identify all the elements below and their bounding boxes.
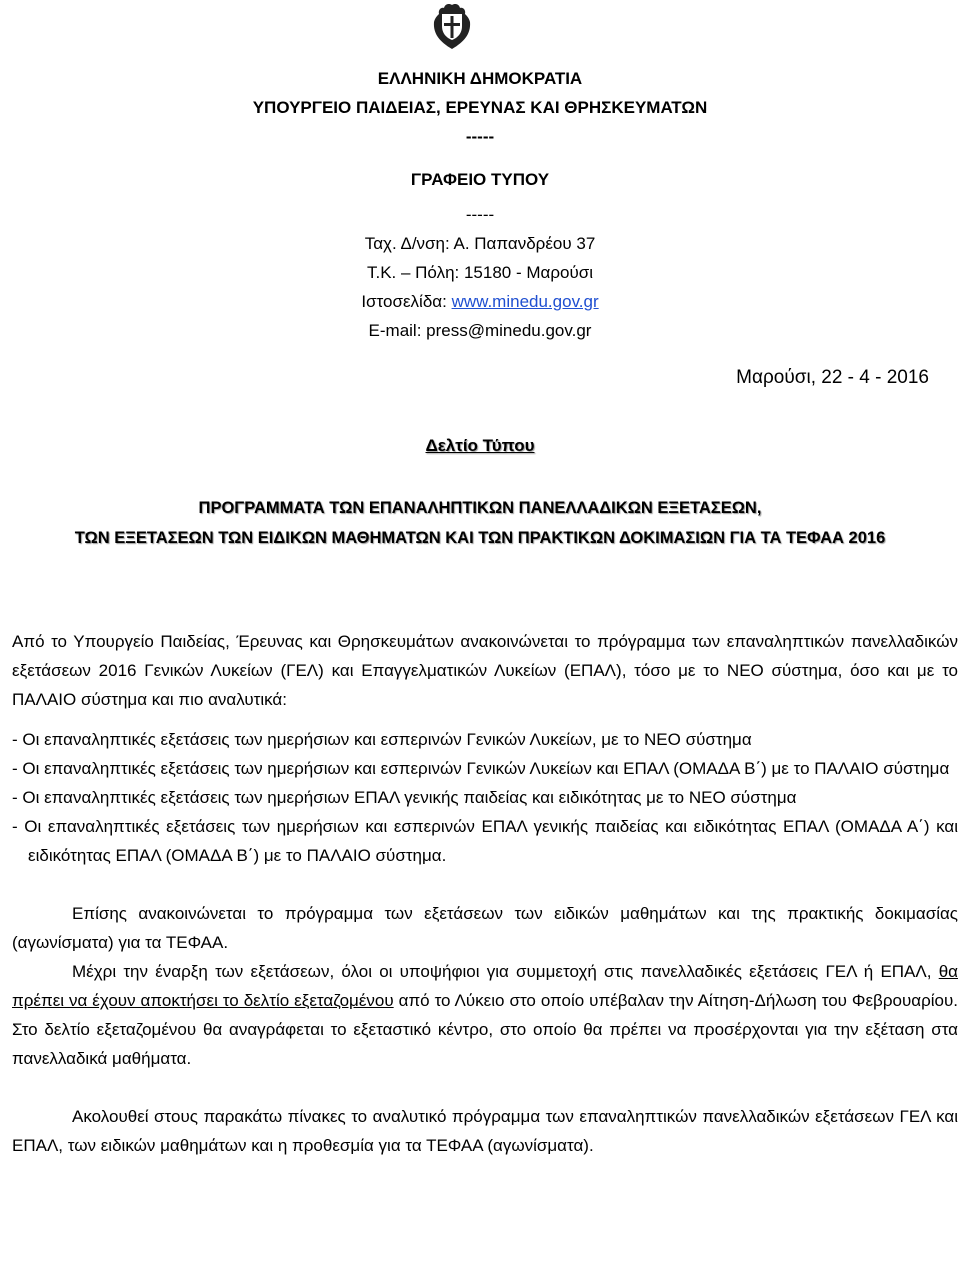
email-line: E-mail: press@minedu.gov.gr: [368, 321, 592, 340]
list-item: - Οι επαναληπτικές εξετάσεις των ημερήσιων ΕΠΑΛ γενικής παιδείας και ειδικότητας με το ΝΕΟ σύστημα: [12, 788, 797, 807]
exam-card-paragraph: [12, 957, 958, 1073]
postcode-city: Τ.Κ. – Πόλη: 15180 - Μαρούσι: [366, 263, 594, 282]
website-label: Ιστοσελίδα:: [361, 292, 452, 311]
ministry-name: ΥΠΟΥΡΓΕΙΟ ΠΑΙΔΕΙΑΣ, ΕΡΕΥΝΑΣ ΚΑΙ ΘΡΗΣΚΕΥΜΑΤΩΝ: [252, 98, 708, 117]
document-body: [12, 627, 958, 1160]
website-line: [50, 287, 910, 316]
special-exams-paragraph: Επίσης ανακοινώνεται το πρόγραμμα των εξετάσεων των ειδικών μαθημάτων και της πρακτικής δοκιμασίας (αγωνίσματα) για τα ΤΕΦΑΑ.: [12, 904, 958, 952]
document-title-line: ΤΩΝ ΕΞΕΤΑΣΕΩΝ ΤΩΝ ΕΙΔΙΚΩΝ ΜΑΘΗΜΑΤΩΝ ΚΑΙ ΤΩΝ ΠΡΑΚΤΙΚΩΝ ΔΟΚΙΜΑΣΙΩΝ ΓΙΑ ΤΑ ΤΕΦΑΑ 2016: [74, 529, 886, 547]
header-separator: -----: [465, 205, 495, 224]
exam-card-text: Μέχρι την έναρξη των εξετάσεων, όλοι οι υποψήφιοι για συμμετοχή στις πανελλαδικές εξετάσεις ΓΕΛ ή ΕΠΑΛ,: [72, 962, 939, 981]
document-title: [0, 493, 960, 553]
closing-paragraph: Ακολουθεί στους παρακάτω πίνακες το αναλυτικό πρόγραμμα των επαναληπτικών πανελλαδικών εξετάσεων ΓΕΛ και ΕΠΑΛ, των ειδικών μαθημάτων και η προθεσμία για τα ΤΕΦΑΑ (αγωνίσματα).: [12, 1107, 958, 1155]
postal-address: Ταχ. Δ/νση: Α. Παπανδρέου 37: [364, 234, 596, 253]
intro-paragraph: Από το Υπουργείο Παιδείας, Έρευνας και Θρησκευμάτων ανακοινώνεται το πρόγραμμα των επαναληπτικών πανελλαδικών εξετάσεων 2016 Γενικών Λυκείων (ΓΕΛ) και Επαγγελματικών Λυκείων (ΕΠΑΛ), τόσο με το ΝΕΟ σύστημα, όσο και με το ΠΑΛΑΙΟ σύστημα και πιο αναλυτικά:: [12, 632, 958, 709]
ministry-header: [50, 64, 910, 345]
exam-card-emphasis: θα πρέπει να έχουν αποκτήσει το δελτίο εξεταζομένου: [12, 962, 958, 1010]
issue-date: Μαρούσι, 22 - 4 - 2016: [736, 367, 929, 388]
greek-state-emblem-icon: [430, 0, 474, 50]
website-link[interactable]: www.minedu.gov.gr: [451, 292, 599, 311]
list-item: - Οι επαναληπτικές εξετάσεις των ημερήσιων και εσπερινών Γενικών Λυκείων, με το ΝΕΟ σύστημα: [12, 730, 752, 749]
list-item: - Οι επαναληπτικές εξετάσεις των ημερήσιων και εσπερινών ΕΠΑΛ γενικής παιδείας και ειδικότητας ΕΠΑΛ (ΟΜΑΔΑ Α΄) και ειδικότητας ΕΠΑΛ (ΟΜΑΔΑ Β΄) με το ΠΑΛΑΙΟ σύστημα.: [12, 817, 958, 865]
exam-card-text: από το Λύκειο στο οποίο υπέβαλαν την Αίτηση-Δήλωση του Φεβρουαρίου. Στο δελτίο εξεταζομένου θα αναγράφεται το εξεταστικό κέντρο, στο οποίο θα πρέπει να προσέρχονται για την εξέταση στα πανελλαδικά μαθήματα.: [12, 991, 958, 1068]
header-separator: -----: [465, 127, 495, 146]
list-item: - Οι επαναληπτικές εξετάσεις των ημερήσιων και εσπερινών Γενικών Λυκείων και ΕΠΑΛ (ΟΜΑΔΑ Β΄) με το ΠΑΛΑΙΟ σύστημα: [12, 759, 950, 778]
country-name: ΕΛΛΗΝΙΚΗ ΔΗΜΟΚΡΑΤΙΑ: [377, 69, 583, 88]
press-release-title: Δελτίο Τύπου: [425, 436, 535, 455]
office-name: ΓΡΑΦΕΙΟ ΤΥΠΟΥ: [410, 170, 550, 189]
document-title-line: ΠΡΟΓΡΑΜΜΑΤΑ ΤΩΝ ΕΠΑΝΑΛΗΠΤΙΚΩΝ ΠΑΝΕΛΛΑΔΙΚΩΝ ΕΞΕΤΑΣΕΩΝ,: [198, 499, 762, 517]
